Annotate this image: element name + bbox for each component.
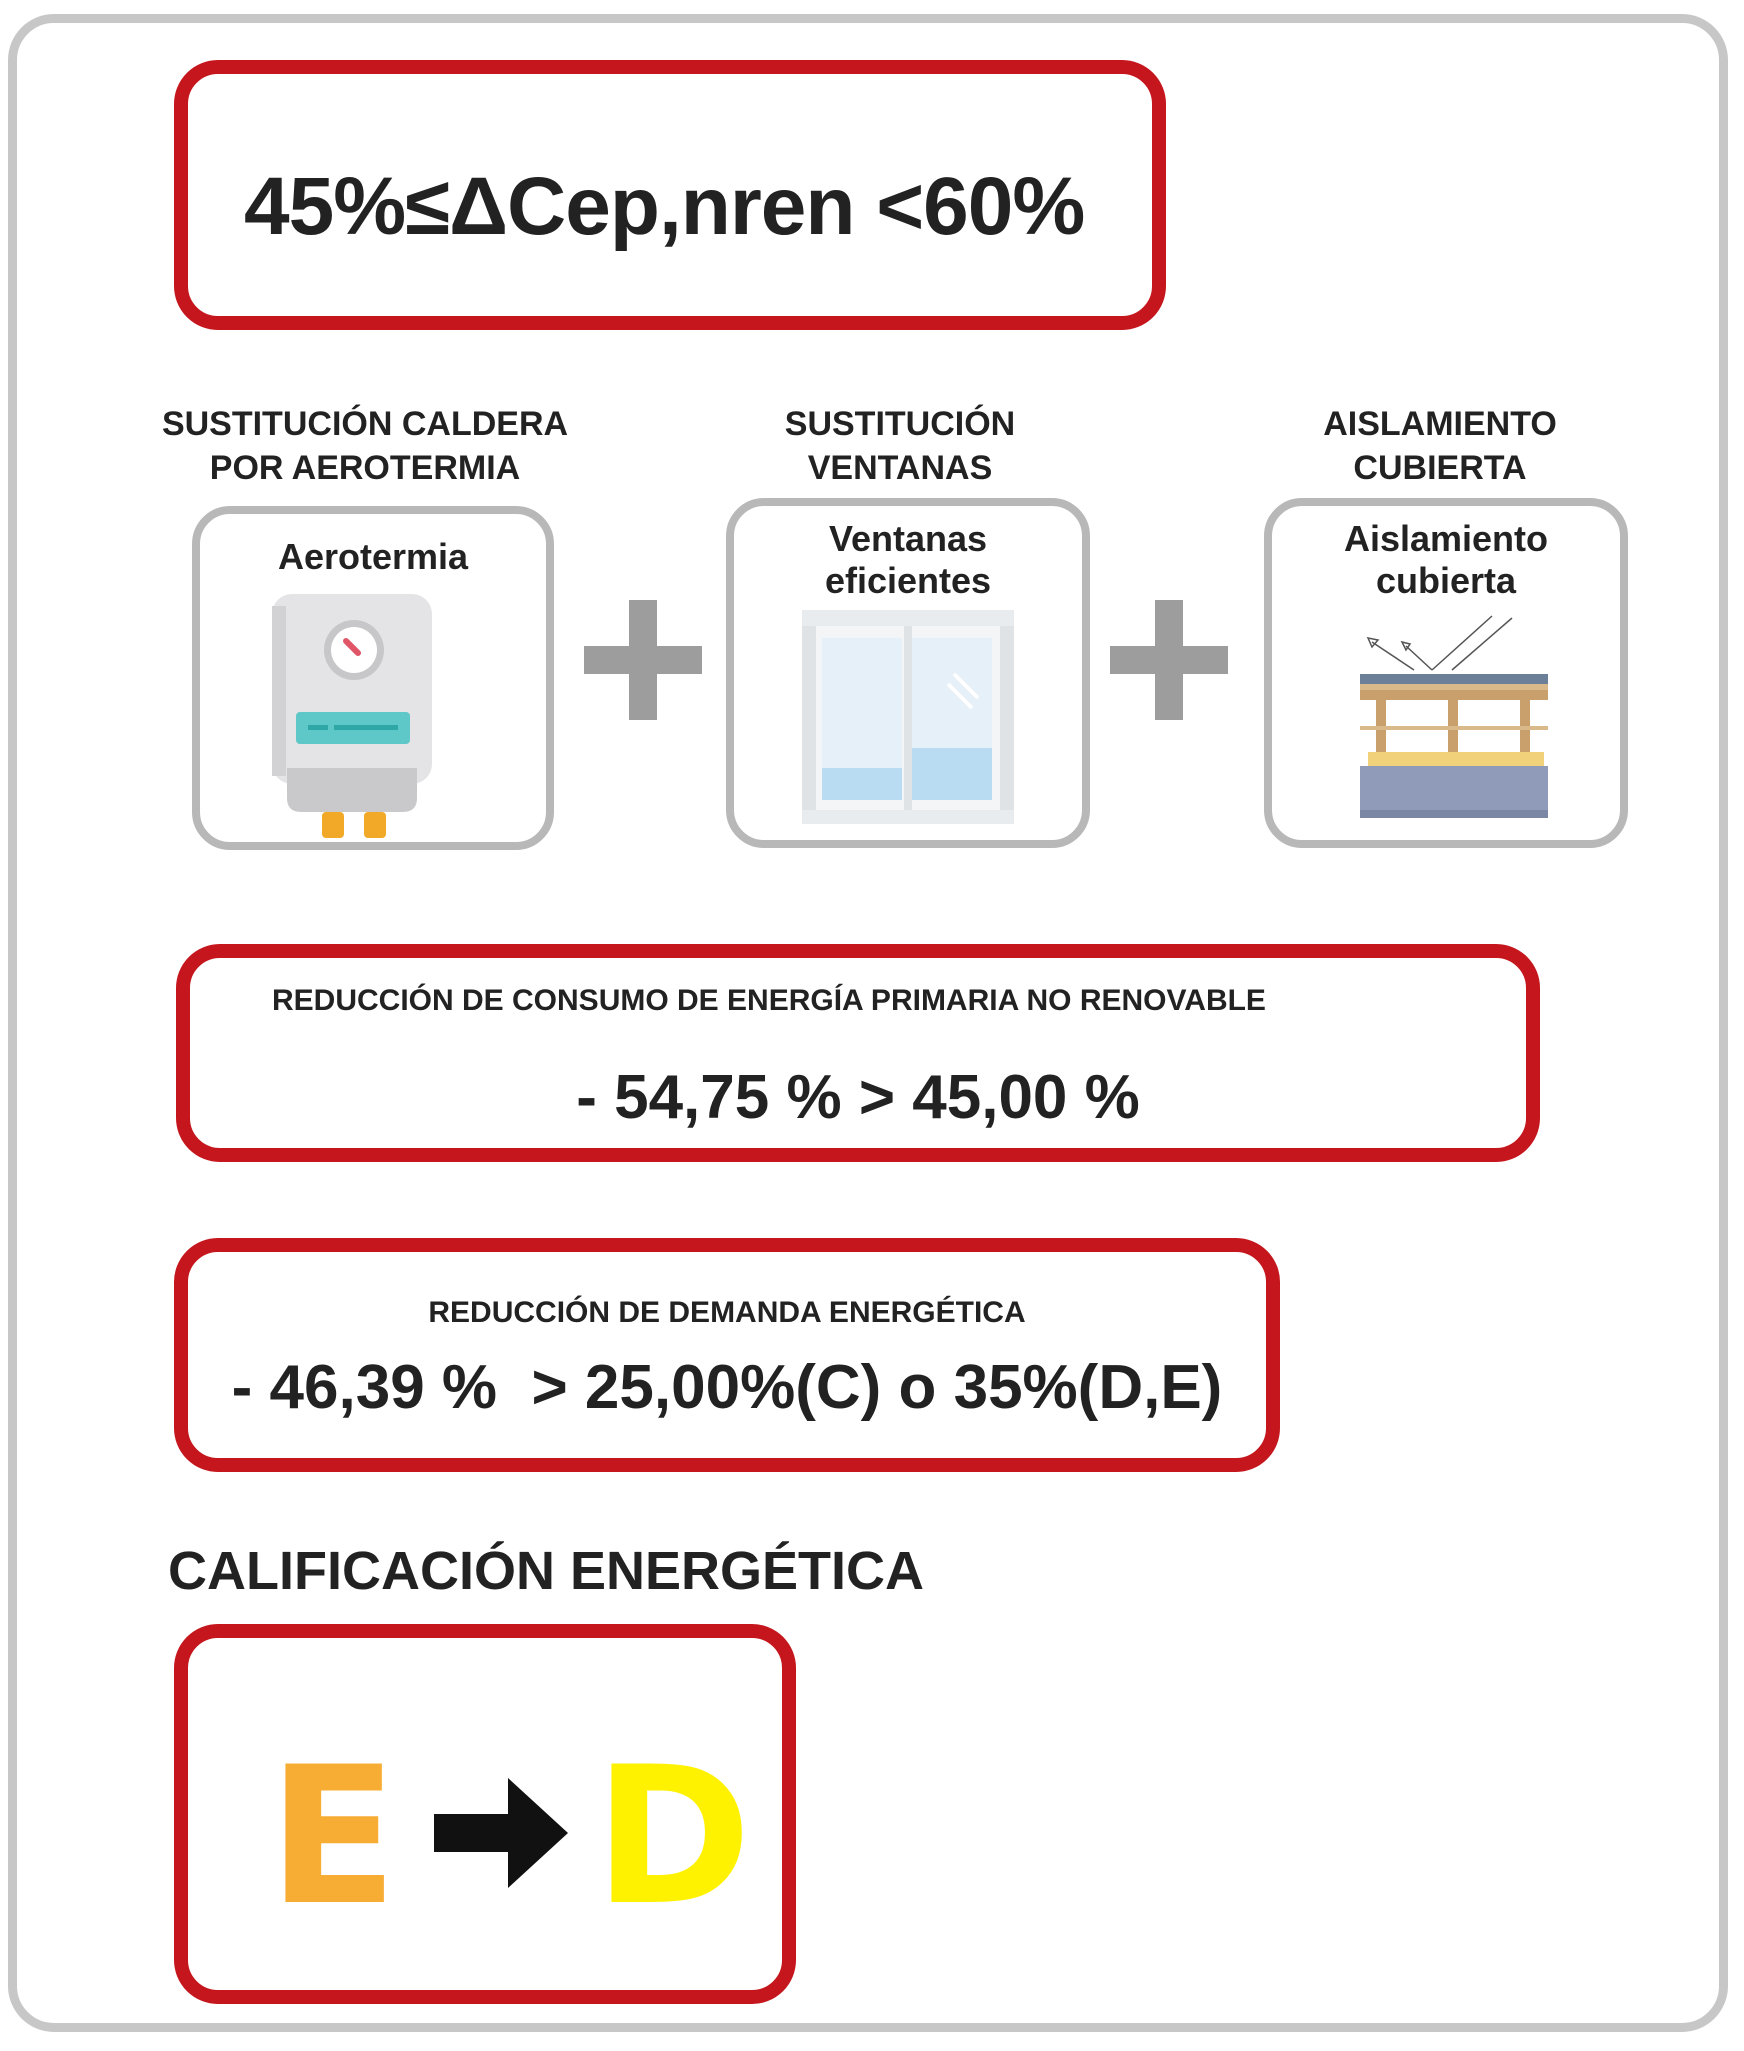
arrow-right-icon <box>434 1778 574 1888</box>
formula-text: 45%≤ΔCep,nren <60% <box>244 161 1085 252</box>
card-label: Ventanas eficientes <box>824 518 992 601</box>
measure-heading-roof: AISLAMIENTO CUBIERTA <box>1323 405 1557 487</box>
measure-card-roof <box>1264 498 1628 848</box>
formula-box <box>174 60 1166 330</box>
measure-heading-heat-pump: SUSTITUCIÓN CALDERA POR AEROTERMIA <box>161 405 569 487</box>
rating-from: E <box>268 1726 398 1947</box>
consumption-value: - 54,75 % > 45,00 % <box>576 1063 1140 1132</box>
card-label: Aislamiento cubierta <box>1343 518 1549 601</box>
rating-to: D <box>594 1726 752 1947</box>
plus-icon <box>584 600 704 720</box>
demand-label: REDUCCIÓN DE DEMANDA ENERGÉTICA <box>428 1296 1026 1329</box>
demand-value: - 46,39 % > 25,00%(C) o 35%(D,E) <box>231 1353 1223 1422</box>
window-icon <box>726 498 1090 848</box>
rating-title: CALIFICACIÓN ENERGÉTICA <box>168 1541 924 1601</box>
consumption-reduction-box <box>176 944 1540 1162</box>
energy-rating-box <box>174 1624 796 2004</box>
card-label: Aerotermia <box>277 536 469 577</box>
measure-heading-windows: SUSTITUCIÓN VENTANAS <box>784 405 1016 487</box>
heat-pump-icon <box>192 506 554 850</box>
demand-reduction-box <box>174 1238 1280 1472</box>
measure-card-windows <box>726 498 1090 848</box>
roof-insulation-icon <box>1264 498 1628 848</box>
plus-icon <box>1110 600 1230 720</box>
measure-card-heat-pump <box>192 506 554 850</box>
consumption-label: REDUCCIÓN DE CONSUMO DE ENERGÍA PRIMARIA NO RENOVABLE <box>272 984 1266 1017</box>
